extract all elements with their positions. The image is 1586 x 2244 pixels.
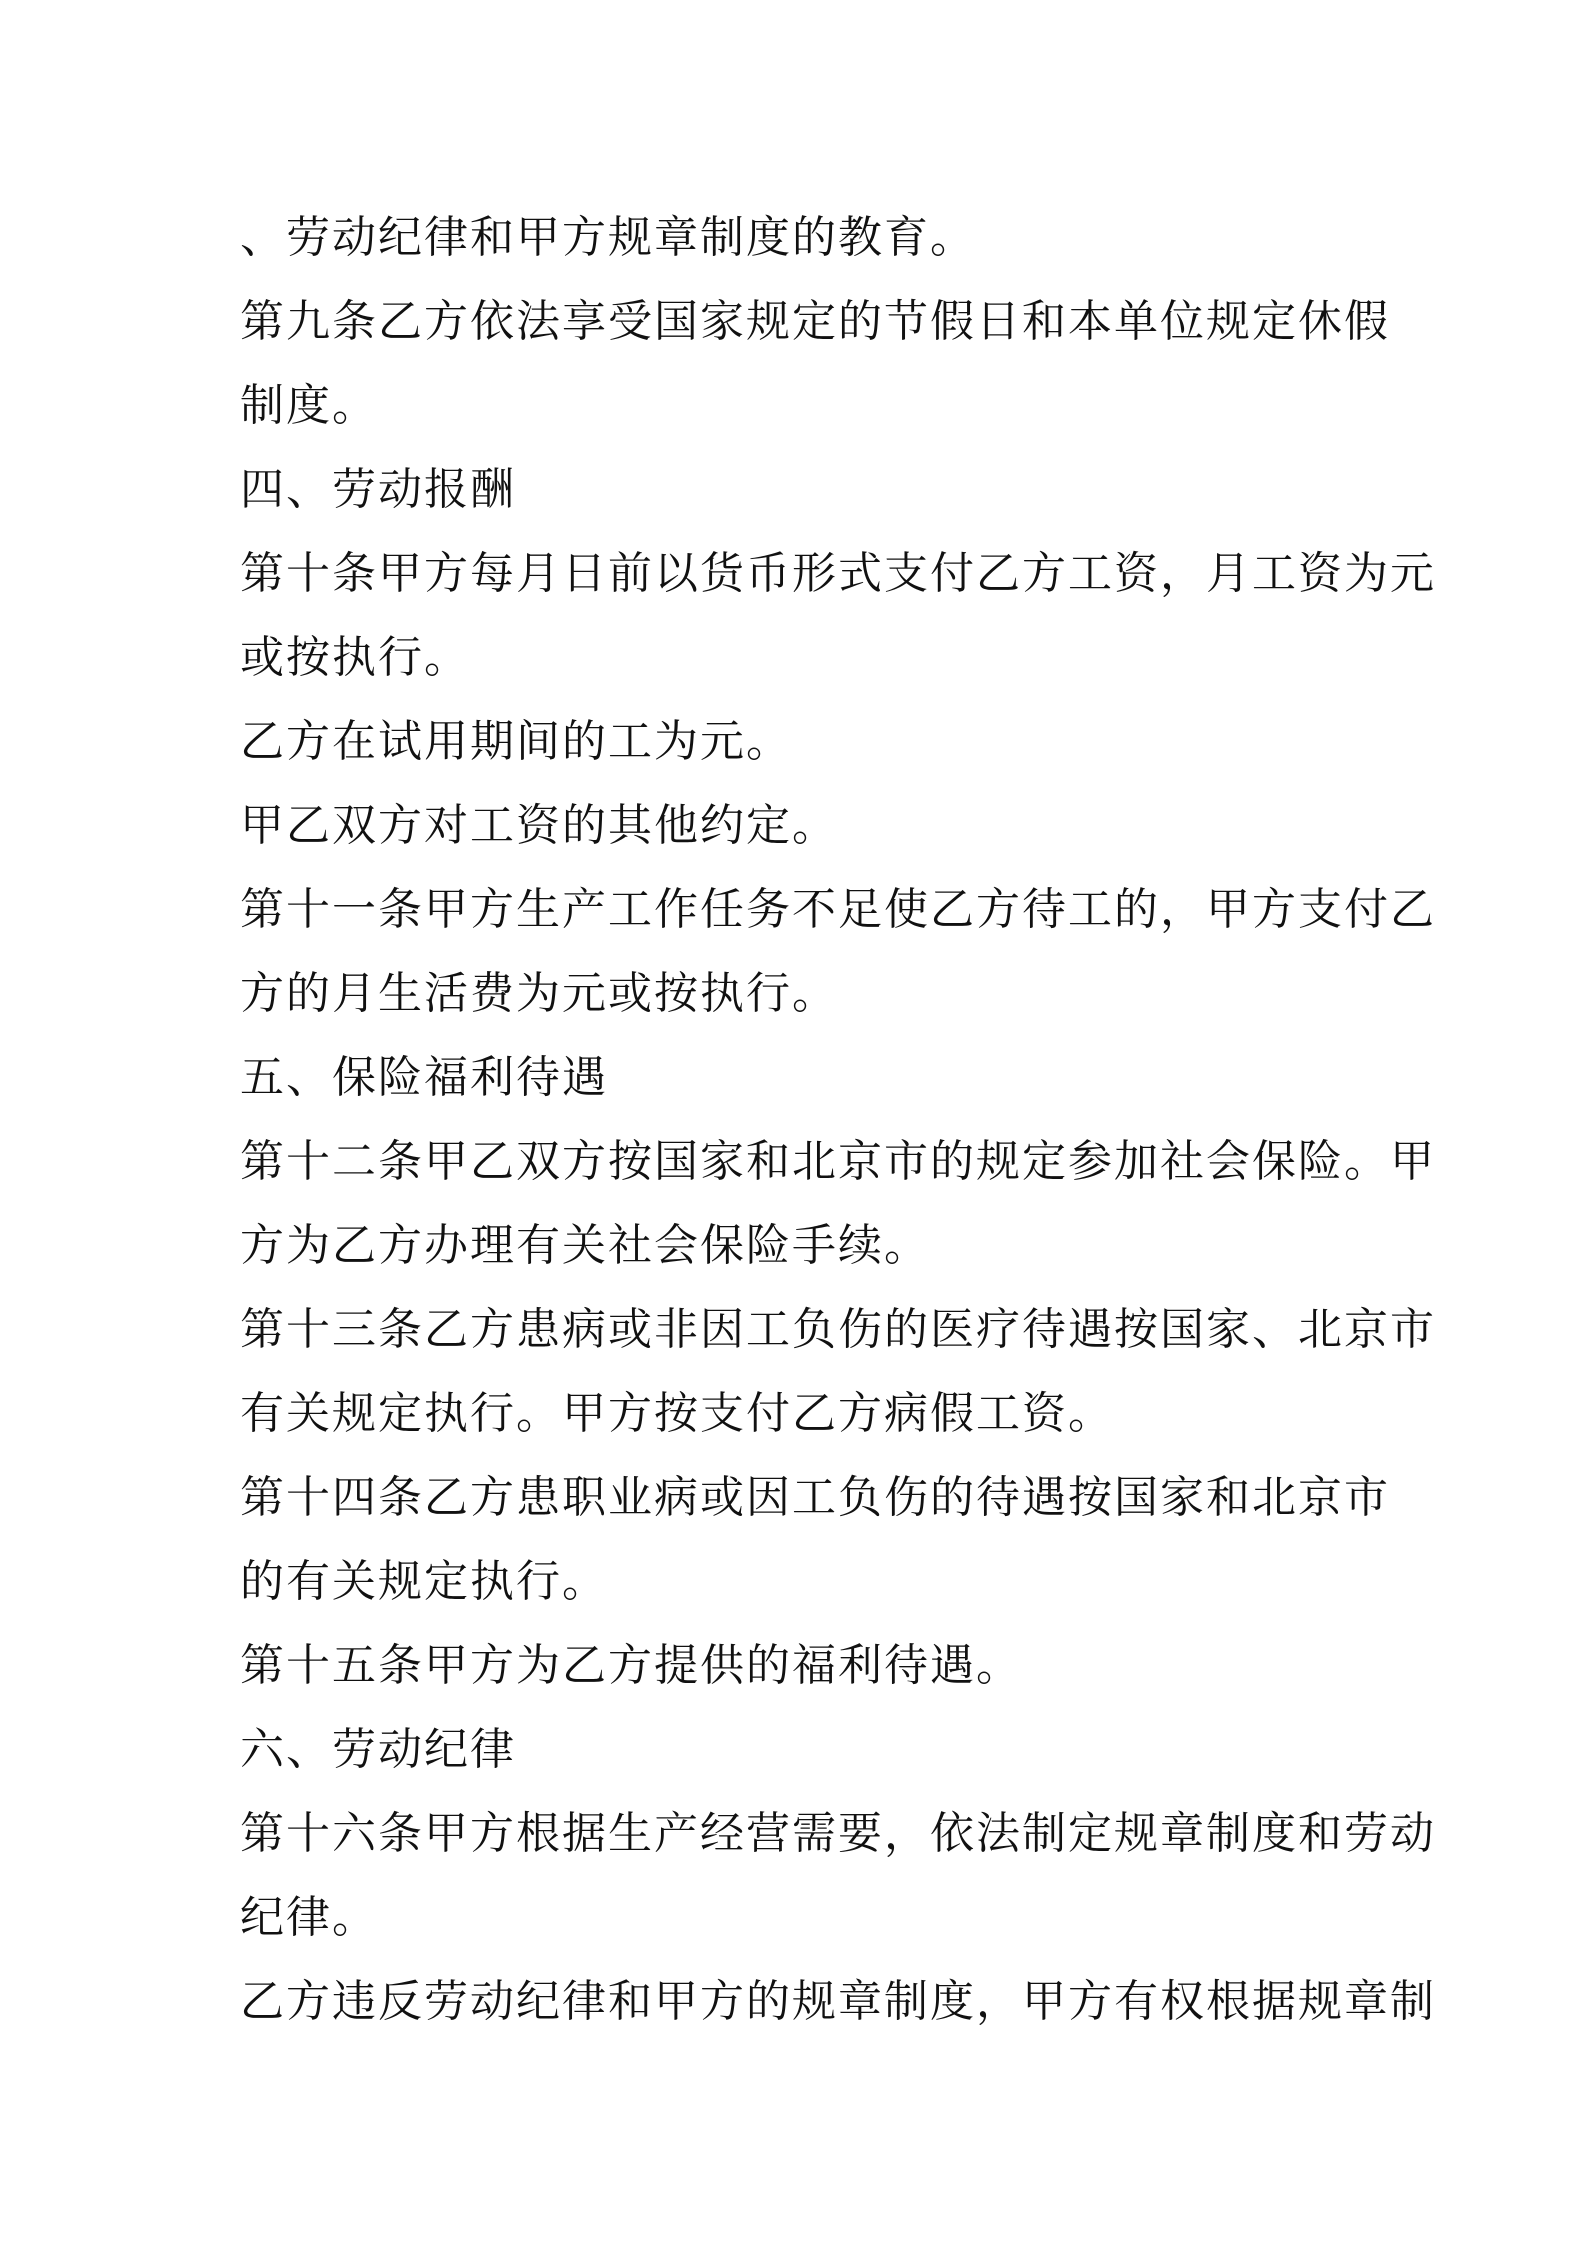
text-line: 第十四条乙方患职业病或因工负伤的待遇按国家和北京市 — [240, 1472, 1390, 1523]
section-heading: 六、劳动纪律 — [240, 1724, 516, 1775]
text-line: 制度。 — [240, 380, 378, 431]
document-body — [240, 196, 1436, 2044]
section-heading: 四、劳动报酬 — [240, 464, 516, 515]
text-line: 第十五条甲方为乙方提供的福利待遇。 — [240, 1640, 1022, 1691]
text-line: 或按执行。 — [240, 632, 470, 683]
text-line: 第十一条甲方生产工作任务不足使乙方待工的，甲方支付乙 — [240, 884, 1436, 935]
text-line: 的有关规定执行。 — [240, 1556, 608, 1607]
text-line: 第十三条乙方患病或非因工负伤的医疗待遇按国家、北京市 — [240, 1304, 1436, 1355]
text-line: 第十六条甲方根据生产经营需要，依法制定规章制度和劳动 — [240, 1808, 1436, 1859]
text-line: 第十条甲方每月日前以货币形式支付乙方工资，月工资为元 — [240, 548, 1436, 599]
text-line: 、劳动纪律和甲方规章制度的教育。 — [240, 212, 976, 263]
text-line: 方为乙方办理有关社会保险手续。 — [240, 1220, 930, 1271]
text-line: 甲乙双方对工资的其他约定。 — [240, 800, 838, 851]
text-line: 有关规定执行。甲方按支付乙方病假工资。 — [240, 1388, 1114, 1439]
text-line: 纪律。 — [240, 1892, 378, 1943]
text-line: 第九条乙方依法享受国家规定的节假日和本单位规定休假 — [240, 296, 1390, 347]
text-line: 第十二条甲乙双方按国家和北京市的规定参加社会保险。甲 — [240, 1136, 1436, 1187]
text-line: 方的月生活费为元或按执行。 — [240, 968, 838, 1019]
section-heading: 五、保险福利待遇 — [240, 1052, 608, 1103]
text-line: 乙方违反劳动纪律和甲方的规章制度，甲方有权根据规章制 — [240, 1976, 1436, 2027]
text-line: 乙方在试用期间的工为元。 — [240, 716, 792, 767]
